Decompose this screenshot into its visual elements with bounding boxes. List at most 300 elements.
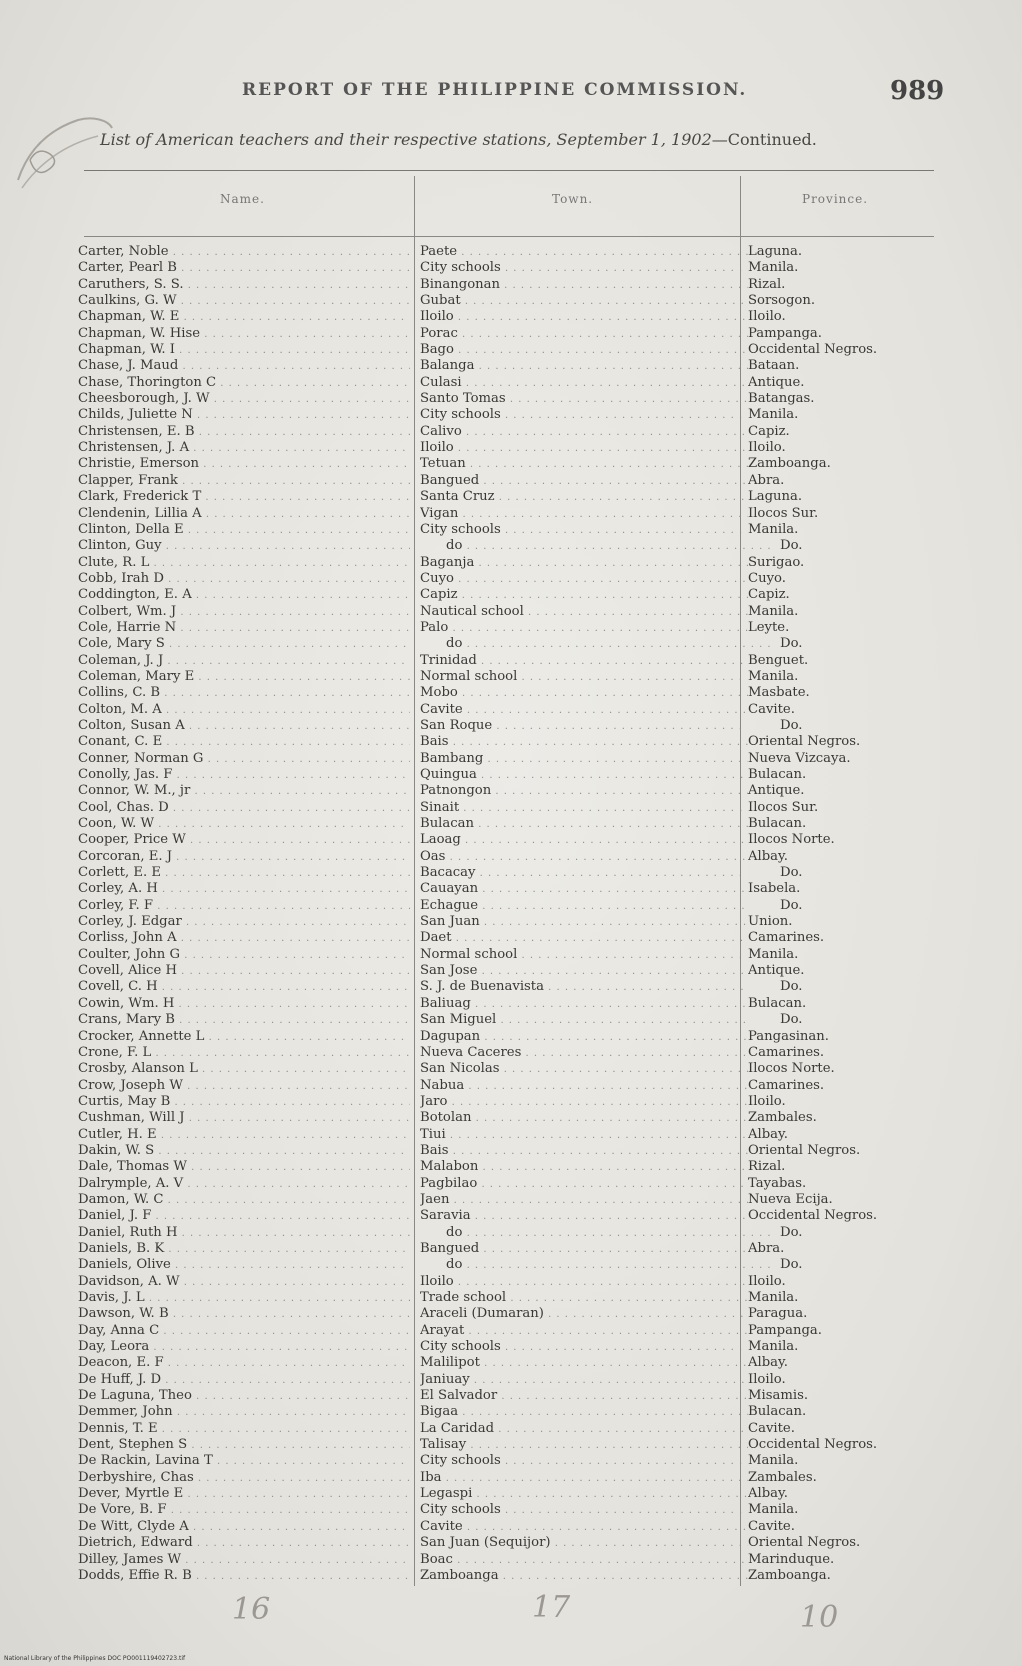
table-row <box>78 358 948 374</box>
town: Paete . . . <box>420 244 748 261</box>
teacher-table-body <box>78 244 948 1584</box>
town: City schools . . . <box>420 1453 748 1470</box>
teacher-name: De Vore, B. F . . . <box>78 1502 410 1519</box>
table-row <box>78 587 948 603</box>
province: Pampanga. <box>748 1322 822 1338</box>
table-row <box>78 979 948 995</box>
teacher-name: Dakin, W. S . . . <box>78 1143 410 1160</box>
province: Zamboanga. <box>748 456 831 472</box>
province: Rizal. <box>748 1159 786 1175</box>
province: Isabela. <box>748 881 801 897</box>
town: Bangued . . . <box>420 1241 748 1258</box>
teacher-name: Dilley, James W . . . <box>78 1552 410 1569</box>
province: Bulacan. <box>748 995 807 1011</box>
table-row <box>78 653 948 669</box>
province: Abra. <box>748 1240 785 1256</box>
teacher-name: Coleman, J. J . . . <box>78 653 410 670</box>
town: Oas . . . <box>420 849 748 866</box>
province: Camarines. <box>748 1044 825 1060</box>
table-row <box>78 342 948 358</box>
teacher-name: De Laguna, Theo . . . <box>78 1388 410 1405</box>
table-row <box>78 1225 948 1241</box>
table-row <box>78 473 948 489</box>
table-row <box>78 1192 948 1208</box>
town: Baganja . . . <box>420 555 748 572</box>
table-row <box>78 1143 948 1159</box>
province: Do. <box>780 538 803 554</box>
scan-credit: National Library of the Philippines DOC PO001119402723.tif <box>4 1655 186 1662</box>
province: Iloilo. <box>748 440 786 456</box>
town: Malabon . . . <box>420 1159 748 1176</box>
teacher-name: Cooper, Price W . . . <box>78 832 410 849</box>
town: Cavite . . . <box>420 702 748 719</box>
town: Normal school . . . <box>420 669 748 686</box>
province: Nueva Vizcaya. <box>748 750 851 766</box>
town: Legaspi . . . <box>420 1486 748 1503</box>
table-row <box>78 1404 948 1420</box>
teacher-name: Christensen, E. B . . . <box>78 424 410 441</box>
town: Quingua . . . <box>420 767 748 784</box>
table-row <box>78 963 948 979</box>
town: Porac . . . <box>420 326 748 343</box>
table-row <box>78 407 948 423</box>
province: Nueva Ecija. <box>748 1191 833 1207</box>
teacher-name: Clapper, Frank . . . <box>78 473 410 490</box>
table-row <box>78 391 948 407</box>
table-row <box>78 865 948 881</box>
teacher-name: Conolly, Jas. F . . . <box>78 767 410 784</box>
teacher-name: Curtis, May B . . . <box>78 1094 410 1111</box>
province: Cavite. <box>748 1518 795 1534</box>
teacher-name: Corley, A. H . . . <box>78 881 410 898</box>
town: Laoag . . . <box>420 832 748 849</box>
teacher-name: Dalrymple, A. V . . . <box>78 1176 410 1193</box>
teacher-name: Chase, Thorington C . . . <box>78 375 410 392</box>
province: Surigao. <box>748 554 805 570</box>
town: City schools . . . <box>420 1339 748 1356</box>
table-row <box>78 816 948 832</box>
teacher-name: Crocker, Annette L . . . <box>78 1029 410 1046</box>
province: Laguna. <box>748 244 803 259</box>
town: Saravia . . . <box>420 1208 748 1225</box>
table-row <box>78 1029 948 1045</box>
teacher-name: Cobb, Irah D . . . <box>78 571 410 588</box>
table-row <box>78 555 948 571</box>
teacher-name: Cheesborough, J. W . . . <box>78 391 410 408</box>
province: Capiz. <box>748 423 790 439</box>
town: Bais . . . <box>420 1143 748 1160</box>
running-head: REPORT OF THE PHILIPPINE COMMISSION. <box>242 80 748 100</box>
teacher-name: Corlett, E. E . . . <box>78 865 410 882</box>
column-header-town: Town. <box>552 192 594 206</box>
table-row <box>78 881 948 897</box>
province: Bulacan. <box>748 1404 807 1420</box>
town: Talisay . . . <box>420 1437 748 1454</box>
province: Cuyo. <box>748 570 786 586</box>
province: Manila. <box>748 521 799 537</box>
town: Calivo . . . <box>420 424 748 441</box>
table-row <box>78 1306 948 1322</box>
town: do . . . <box>420 1225 774 1242</box>
teacher-name: Coddington, E. A . . . <box>78 587 410 604</box>
town: Iba . . . <box>420 1470 748 1487</box>
table-row <box>78 636 948 652</box>
province: Albay. <box>748 848 788 864</box>
teacher-name: Dawson, W. B . . . <box>78 1306 410 1323</box>
teacher-name: Cushman, Will J . . . <box>78 1110 410 1127</box>
teacher-name: De Rackin, Lavina T . . . <box>78 1453 410 1470</box>
table-row <box>78 1388 948 1404</box>
province: Iloilo. <box>748 1093 786 1109</box>
town: Nautical school . . . <box>420 604 748 621</box>
table-row <box>78 1208 948 1224</box>
teacher-name: Conner, Norman G . . . <box>78 751 410 768</box>
province: Antique. <box>748 963 805 979</box>
table-row <box>78 702 948 718</box>
teacher-name: Cool, Chas. D . . . <box>78 800 410 817</box>
margin-note-1: 16 <box>232 1592 271 1627</box>
town: Sinait . . . <box>420 800 748 817</box>
teacher-name: Dietrich, Edward . . . <box>78 1535 410 1552</box>
table-caption <box>100 130 817 149</box>
table-row <box>78 260 948 276</box>
town: Binangonan . . . <box>420 277 748 294</box>
province: Rizal. <box>748 276 786 292</box>
town: Bacacay . . . <box>420 865 748 882</box>
town: Tiui . . . <box>420 1127 748 1144</box>
table-row <box>78 456 948 472</box>
province: Benguet. <box>748 652 809 668</box>
table-row <box>78 1110 948 1126</box>
town: Iloilo . . . <box>420 1274 748 1291</box>
town: Nueva Caceres . . . <box>420 1045 748 1062</box>
province: Manila. <box>748 260 799 276</box>
teacher-name: Dent, Stephen S . . . <box>78 1437 410 1454</box>
town: San Juan (Sequijor) . . . <box>420 1535 748 1552</box>
table-row <box>78 1241 948 1257</box>
province: Zamboanga. <box>748 1567 831 1583</box>
table-row <box>78 751 948 767</box>
town: Bambang . . . <box>420 751 748 768</box>
province: Ilocos Sur. <box>748 505 819 521</box>
province: Union. <box>748 914 793 930</box>
table-row <box>78 1453 948 1469</box>
table-row <box>78 898 948 914</box>
province: Bataan. <box>748 358 800 374</box>
province: Pangasinan. <box>748 1028 829 1044</box>
province: Occidental Negros. <box>748 1437 878 1453</box>
town: Janiuay . . . <box>420 1372 748 1389</box>
teacher-name: Colbert, Wm. J . . . <box>78 604 410 621</box>
table-row <box>78 1568 948 1584</box>
table-row <box>78 1290 948 1306</box>
table-row <box>78 832 948 848</box>
table-row <box>78 506 948 522</box>
teacher-name: Coleman, Mary E . . . <box>78 669 410 686</box>
teacher-name: Derbyshire, Chas . . . <box>78 1470 410 1487</box>
teacher-name: Cole, Mary S . . . <box>78 636 410 653</box>
teacher-name: De Witt, Clyde A . . . <box>78 1519 410 1536</box>
town: Araceli (Dumaran) . . . <box>420 1306 748 1323</box>
province: Camarines. <box>748 1077 825 1093</box>
table-row <box>78 538 948 554</box>
province: Abra. <box>748 472 785 488</box>
table-row <box>78 1274 948 1290</box>
teacher-name: Crone, F. L . . . <box>78 1045 410 1062</box>
teacher-name: Colton, Susan A . . . <box>78 718 410 735</box>
table-row <box>78 800 948 816</box>
province: Do. <box>780 1224 803 1240</box>
table-row <box>78 685 948 701</box>
table-row <box>78 947 948 963</box>
province: Oriental Negros. <box>748 1535 861 1551</box>
teacher-name: Christie, Emerson . . . <box>78 456 410 473</box>
teacher-name: Dale, Thomas W . . . <box>78 1159 410 1176</box>
table-row <box>78 440 948 456</box>
town: Tetuan . . . <box>420 456 748 473</box>
town: Vigan . . . <box>420 506 748 523</box>
teacher-name: Day, Anna C . . . <box>78 1323 410 1340</box>
teacher-name: Coon, W. W . . . <box>78 816 410 833</box>
town: Capiz . . . <box>420 587 748 604</box>
province: Sorsogon. <box>748 293 816 309</box>
table-row <box>78 522 948 538</box>
province: Misamis. <box>748 1388 809 1404</box>
province: Do. <box>780 897 803 913</box>
teacher-name: Childs, Juliette N . . . <box>78 407 410 424</box>
teacher-name: Daniel, J. F . . . <box>78 1208 410 1225</box>
town: Echague . . . <box>420 898 748 915</box>
town: Cauayan . . . <box>420 881 748 898</box>
teacher-name: Damon, W. C . . . <box>78 1192 410 1209</box>
table-row <box>78 1552 948 1568</box>
teacher-name: Deacon, E. F . . . <box>78 1355 410 1372</box>
province: Oriental Negros. <box>748 734 861 750</box>
teacher-name: Coulter, John G . . . <box>78 947 410 964</box>
town: Jaro . . . <box>420 1094 748 1111</box>
teacher-name: Caulkins, G. W . . . <box>78 293 410 310</box>
province: Pampanga. <box>748 325 822 341</box>
table-row <box>78 734 948 750</box>
table-row <box>78 277 948 293</box>
town: S. J. de Buenavista . . . <box>420 979 748 996</box>
teacher-name: De Huff, J. D . . . <box>78 1372 410 1389</box>
province: Albay. <box>748 1486 788 1502</box>
town: San Roque . . . <box>420 718 748 735</box>
province: Do. <box>780 1012 803 1028</box>
town: do . . . <box>420 538 774 555</box>
province: Tayabas. <box>748 1175 807 1191</box>
town: Trade school . . . <box>420 1290 748 1307</box>
town: Gubat . . . <box>420 293 748 310</box>
town: Nabua . . . <box>420 1078 748 1095</box>
province: Paragua. <box>748 1306 808 1322</box>
teacher-name: Chapman, W. E . . . <box>78 309 410 326</box>
teacher-name: Daniels, B. K . . . <box>78 1241 410 1258</box>
teacher-name: Daniel, Ruth H . . . <box>78 1225 410 1242</box>
province: Do. <box>780 717 803 733</box>
table-row <box>78 1176 948 1192</box>
header-rule <box>84 236 934 237</box>
province: Do. <box>780 865 803 881</box>
table-row <box>78 604 948 620</box>
margin-note-2: 17 <box>532 1590 571 1625</box>
teacher-name: Clark, Frederick T . . . <box>78 489 410 506</box>
table-row <box>78 1257 948 1273</box>
province: Zambales. <box>748 1110 817 1126</box>
table-row <box>78 996 948 1012</box>
province: Laguna. <box>748 489 803 505</box>
teacher-name: Cowin, Wm. H . . . <box>78 996 410 1013</box>
teacher-name: Dodds, Effie R. B . . . <box>78 1568 410 1585</box>
table-row <box>78 375 948 391</box>
province: Batangas. <box>748 391 815 407</box>
table-row <box>78 849 948 865</box>
town: San Jose . . . <box>420 963 748 980</box>
province: Manila. <box>748 1339 799 1355</box>
teacher-name: Connor, W. M., jr . . . <box>78 783 410 800</box>
town: Trinidad . . . <box>420 653 748 670</box>
province: Occidental Negros. <box>748 1208 878 1224</box>
teacher-name: Dever, Myrtle E . . . <box>78 1486 410 1503</box>
teacher-name: Carter, Noble . . . <box>78 244 410 261</box>
town: La Caridad . . . <box>420 1421 748 1438</box>
teacher-name: Clinton, Della E . . . <box>78 522 410 539</box>
town: San Miguel . . . <box>420 1012 748 1029</box>
province: Manila. <box>748 603 799 619</box>
top-rule <box>84 170 934 171</box>
margin-note-3: 10 <box>800 1600 839 1635</box>
table-row <box>78 930 948 946</box>
table-row <box>78 571 948 587</box>
teacher-name: Chapman, W. I . . . <box>78 342 410 359</box>
teacher-name: Covell, C. H . . . <box>78 979 410 996</box>
table-row <box>78 669 948 685</box>
table-row <box>78 293 948 309</box>
table-row <box>78 244 948 260</box>
caption-text: List of American teachers and their respective stations, September 1, 1902 <box>100 130 712 149</box>
teacher-name: Daniels, Olive . . . <box>78 1257 410 1274</box>
province: Manila. <box>748 1290 799 1305</box>
teacher-name: Chapman, W. Hise . . . <box>78 326 410 343</box>
table-row <box>78 914 948 930</box>
table-row <box>78 1012 948 1028</box>
town: Pagbilao . . . <box>420 1176 748 1193</box>
town: do . . . <box>420 1257 774 1274</box>
teacher-name: Collins, C. B . . . <box>78 685 410 702</box>
town: Daet . . . <box>420 930 748 947</box>
town: Bais . . . <box>420 734 748 751</box>
column-header-name: Name. <box>220 192 265 206</box>
teacher-name: Carter, Pearl B . . . <box>78 260 410 277</box>
town: City schools . . . <box>420 407 748 424</box>
province: Ilocos Norte. <box>748 1061 835 1077</box>
town: City schools . . . <box>420 1502 748 1519</box>
province: Camarines. <box>748 930 825 946</box>
town: Jaen . . . <box>420 1192 748 1209</box>
table-row <box>78 1094 948 1110</box>
table-row <box>78 1372 948 1388</box>
teacher-name: Clinton, Guy . . . <box>78 538 410 555</box>
town: Arayat . . . <box>420 1323 748 1340</box>
teacher-name: Clendenin, Lillia A . . . <box>78 506 410 523</box>
town: San Juan . . . <box>420 914 748 931</box>
town: Mobo . . . <box>420 685 748 702</box>
table-row <box>78 620 948 636</box>
town: Palo . . . <box>420 620 748 637</box>
table-row <box>78 1339 948 1355</box>
table-row <box>78 1470 948 1486</box>
town: Iloilo . . . <box>420 309 748 326</box>
teacher-name: Chase, J. Maud . . . <box>78 358 410 375</box>
table-row <box>78 309 948 325</box>
teacher-name: Davis, J. L . . . <box>78 1290 410 1307</box>
table-row <box>78 1159 948 1175</box>
town: Bangued . . . <box>420 473 748 490</box>
town: Zamboanga . . . <box>420 1568 748 1585</box>
table-row <box>78 1535 948 1551</box>
table-row <box>78 1323 948 1339</box>
town: Boac . . . <box>420 1552 748 1569</box>
teacher-name: Colton, M. A . . . <box>78 702 410 719</box>
province: Cavite. <box>748 1420 795 1436</box>
teacher-name: Crans, Mary B . . . <box>78 1012 410 1029</box>
town: Dagupan . . . <box>420 1029 748 1046</box>
teacher-name: Demmer, John . . . <box>78 1404 410 1421</box>
province: Do. <box>780 636 803 652</box>
province: Occidental Negros. <box>748 342 878 358</box>
province: Manila. <box>748 668 799 684</box>
town: Botolan . . . <box>420 1110 748 1127</box>
table-row <box>78 767 948 783</box>
town: Cuyo . . . <box>420 571 748 588</box>
town: Santo Tomas . . . <box>420 391 748 408</box>
town: San Nicolas . . . <box>420 1061 748 1078</box>
town: Bigaa . . . <box>420 1404 748 1421</box>
town: Iloilo . . . <box>420 440 748 457</box>
teacher-name: Crow, Joseph W . . . <box>78 1078 410 1095</box>
town: El Salvador . . . <box>420 1388 748 1405</box>
town: Cavite . . . <box>420 1519 748 1536</box>
table-row <box>78 1502 948 1518</box>
teacher-name: Cole, Harrie N . . . <box>78 620 410 637</box>
teacher-name: Davidson, A. W . . . <box>78 1274 410 1291</box>
town: Culasi . . . <box>420 375 748 392</box>
teacher-name: Corliss, John A . . . <box>78 930 410 947</box>
province: Marinduque. <box>748 1551 835 1567</box>
town: Bago . . . <box>420 342 748 359</box>
teacher-name: Conant, C. E . . . <box>78 734 410 751</box>
province: Zambales. <box>748 1469 817 1485</box>
town: Balanga . . . <box>420 358 748 375</box>
province: Albay. <box>748 1355 788 1371</box>
town: Patnongon . . . <box>420 783 748 800</box>
town: do . . . <box>420 636 774 653</box>
town: City schools . . . <box>420 260 748 277</box>
province: Manila. <box>748 1502 799 1518</box>
province: Bulacan. <box>748 816 807 832</box>
province: Iloilo. <box>748 1371 786 1387</box>
province: Iloilo. <box>748 309 786 325</box>
teacher-name: Corley, F. F . . . <box>78 898 410 915</box>
town: Santa Cruz . . . <box>420 489 748 506</box>
teacher-name: Crosby, Alanson L . . . <box>78 1061 410 1078</box>
table-row <box>78 1486 948 1502</box>
caption-continued: —Continued. <box>711 130 817 149</box>
province: Bulacan. <box>748 767 807 782</box>
table-row <box>78 1127 948 1143</box>
teacher-name: Clute, R. L . . . <box>78 555 410 572</box>
